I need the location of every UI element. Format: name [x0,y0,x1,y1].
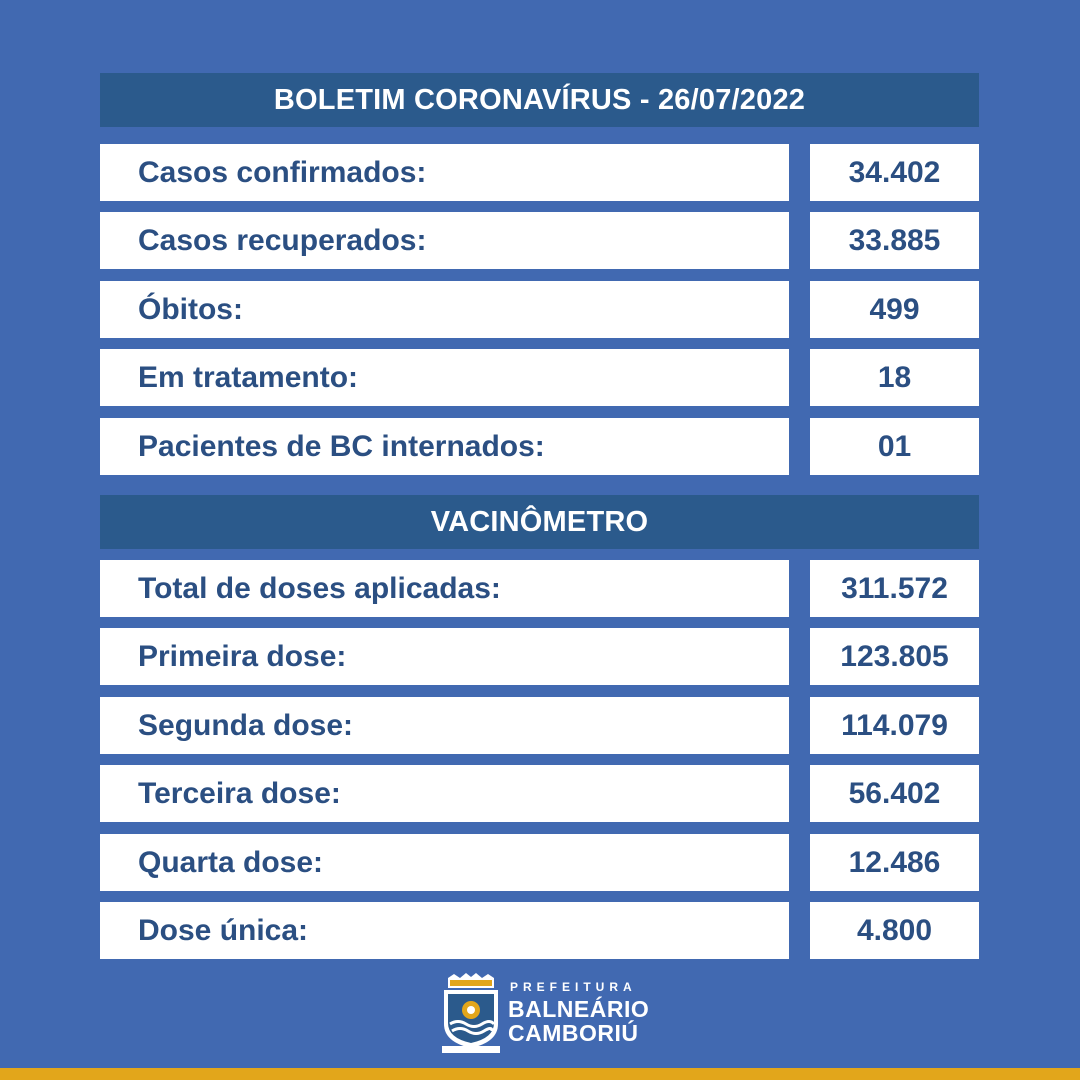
boletim-row [100,212,979,269]
row-label: Primeira dose: [100,628,789,685]
row-value: 123.805 [810,628,979,685]
row-label: Óbitos: [100,281,789,338]
row-value: 33.885 [810,212,979,269]
vacinometro-title: VACINÔMETRO [430,505,649,538]
vacina-row [100,834,979,891]
logo-line-1: BALNEÁRIO [508,996,650,1022]
row-value: 01 [810,418,979,475]
boletim-row [100,418,979,475]
row-label: Total de doses aplicadas: [100,560,789,617]
row-label: Pacientes de BC internados: [100,418,789,475]
row-label: Dose única: [100,902,789,959]
row-value: 4.800 [810,902,979,959]
boletim-row [100,281,979,338]
prefeitura-logo [440,972,660,1054]
boletim-row [100,349,979,406]
row-value: 56.402 [810,765,979,822]
row-value: 34.402 [810,144,979,201]
row-value: 18 [810,349,979,406]
row-value: 499 [810,281,979,338]
row-label: Em tratamento: [100,349,789,406]
boletim-title-bar [100,73,979,127]
row-label: Casos recuperados: [100,212,789,269]
row-label: Terceira dose: [100,765,789,822]
city-crest-icon [440,972,502,1054]
vacinometro-title-bar [100,495,979,549]
logo-prefeitura-text: PREFEITURA [510,980,637,994]
row-value: 12.486 [810,834,979,891]
boletim-title: BOLETIM CORONAVÍRUS - 26/07/2022 [273,83,806,116]
vacina-row [100,628,979,685]
row-label: Segunda dose: [100,697,789,754]
row-label: Casos confirmados: [100,144,789,201]
row-value: 114.079 [810,697,979,754]
accent-stripe [0,1068,1080,1080]
vacina-row [100,697,979,754]
vacina-row [100,765,979,822]
vacina-row [100,560,979,617]
boletim-row [100,144,979,201]
vacina-row [100,902,979,959]
logo-line-2: CAMBORIÚ [508,1020,639,1046]
row-value: 311.572 [810,560,979,617]
row-label: Quarta dose: [100,834,789,891]
